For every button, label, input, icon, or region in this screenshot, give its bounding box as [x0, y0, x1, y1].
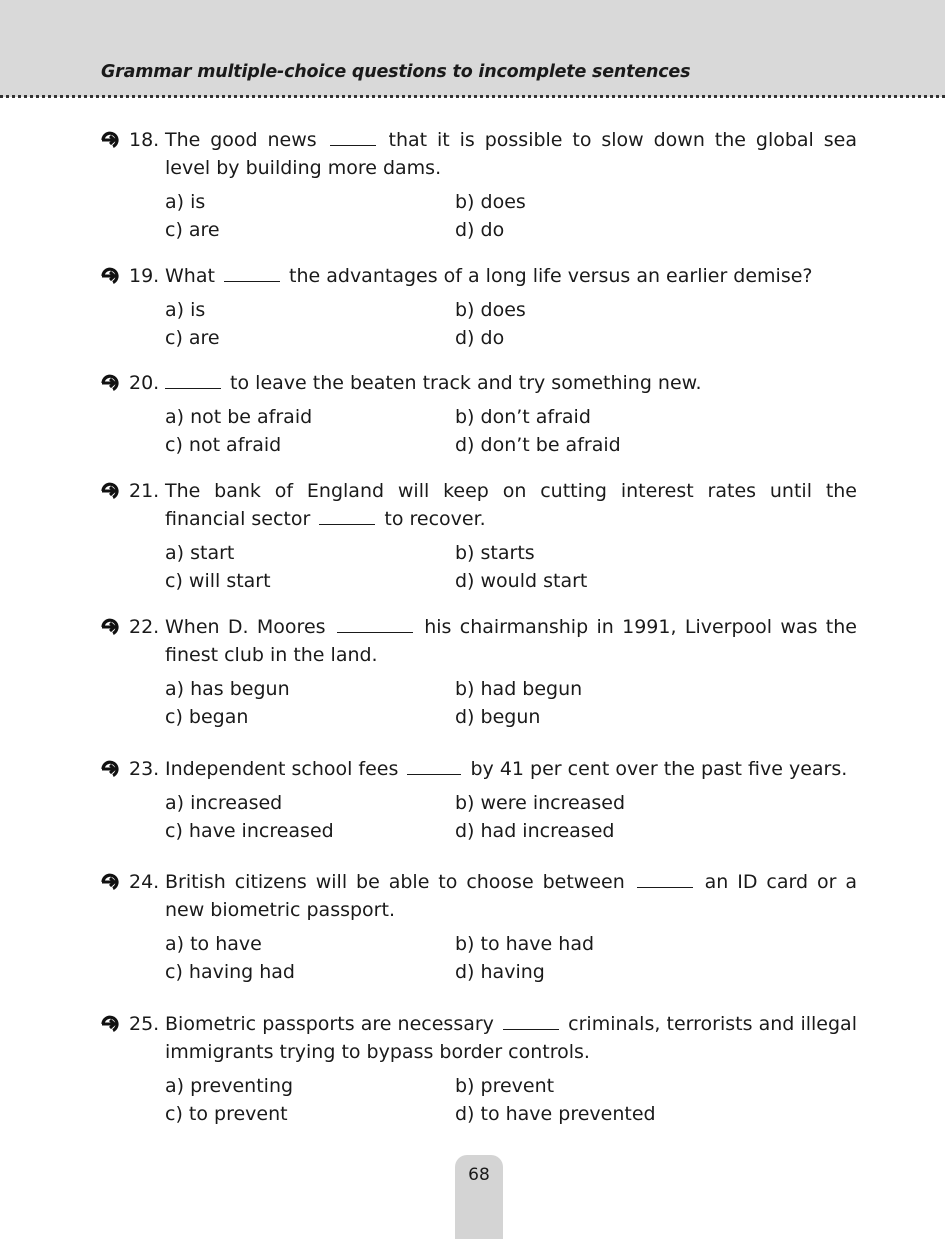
- arrow-bullet-icon: [100, 1014, 122, 1034]
- page-title: Grammar multiple-choice questions to incomplete sentences: [101, 62, 691, 82]
- answer-options: [165, 1072, 857, 1128]
- answer-blank: [637, 869, 693, 888]
- arrow-bullet-icon: [100, 617, 122, 637]
- question-18: [100, 126, 857, 244]
- answer-blank: [503, 1011, 559, 1030]
- question-19: [100, 262, 857, 352]
- question-number: 20.: [129, 372, 160, 394]
- answer-blank: [224, 263, 280, 282]
- question-24: [100, 868, 857, 986]
- option-d[interactable]: d) begun: [455, 706, 541, 728]
- answer-options: [165, 930, 857, 986]
- option-b[interactable]: b) does: [455, 299, 526, 321]
- option-b[interactable]: b) starts: [455, 542, 535, 564]
- page-number-tab: [455, 1155, 503, 1239]
- question-text: What the advantages of a long life versus an earlier demise?: [165, 265, 813, 287]
- arrow-bullet-icon: [100, 481, 122, 501]
- answer-blank: [330, 127, 376, 146]
- option-d[interactable]: d) don’t be afraid: [455, 434, 621, 456]
- option-c[interactable]: c) will start: [165, 570, 271, 592]
- option-c[interactable]: c) have increased: [165, 820, 334, 842]
- question-text: Biometric passports are necessary criminals, terrorists and illegal immigrants trying to bypass border controls.: [165, 1013, 857, 1063]
- question-text: to leave the beaten track and try something new.: [165, 369, 857, 397]
- answer-options: [165, 539, 857, 595]
- option-c[interactable]: c) began: [165, 706, 249, 728]
- question-23: [100, 755, 857, 845]
- answer-options: [165, 188, 857, 244]
- question-text: Independent school fees by 41 per cent over the past five years.: [165, 758, 848, 780]
- question-21: [100, 477, 857, 595]
- option-b[interactable]: b) does: [455, 191, 526, 213]
- header-band: [0, 0, 945, 97]
- question-text: The bank of England will keep on cutting interest rates until the financial sector to recover.: [165, 480, 857, 530]
- option-a[interactable]: a) is: [165, 299, 206, 321]
- option-b[interactable]: b) don’t afraid: [455, 406, 591, 428]
- option-b[interactable]: b) were increased: [455, 792, 626, 814]
- question-number: 22.: [129, 616, 160, 638]
- answer-options: [165, 789, 857, 845]
- question-number: 23.: [129, 758, 160, 780]
- option-b[interactable]: b) to have had: [455, 933, 595, 955]
- answer-blank: [319, 506, 375, 525]
- option-a[interactable]: a) increased: [165, 792, 283, 814]
- option-d[interactable]: d) having: [455, 961, 545, 983]
- arrow-bullet-icon: [100, 266, 122, 286]
- answer-blank: [337, 614, 413, 633]
- question-text: British citizens will be able to choose between an ID card or a new biometric passport.: [165, 871, 857, 921]
- answer-blank: [165, 370, 221, 389]
- option-a[interactable]: a) start: [165, 542, 235, 564]
- option-b[interactable]: b) had begun: [455, 678, 583, 700]
- answer-options: [165, 296, 857, 352]
- option-d[interactable]: d) would start: [455, 570, 588, 592]
- option-a[interactable]: a) to have: [165, 933, 262, 955]
- arrow-bullet-icon: [100, 872, 122, 892]
- option-d[interactable]: d) do: [455, 327, 505, 349]
- question-22: [100, 613, 857, 731]
- option-b[interactable]: b) prevent: [455, 1075, 555, 1097]
- question-text: The good news that it is possible to slow down the global sea level by building more dams.: [165, 129, 857, 179]
- question-number: 18.: [129, 129, 160, 151]
- option-d[interactable]: d) to have prevented: [455, 1103, 656, 1125]
- option-c[interactable]: c) are: [165, 219, 220, 241]
- question-20: [100, 369, 857, 459]
- option-c[interactable]: c) to prevent: [165, 1103, 288, 1125]
- option-c[interactable]: c) having had: [165, 961, 295, 983]
- question-number: 19.: [129, 265, 160, 287]
- option-d[interactable]: d) had increased: [455, 820, 615, 842]
- option-a[interactable]: a) not be afraid: [165, 406, 313, 428]
- answer-options: [165, 675, 857, 731]
- arrow-bullet-icon: [100, 759, 122, 779]
- header-divider: [0, 95, 945, 98]
- question-number: 24.: [129, 871, 160, 893]
- question-text: When D. Moores his chairmanship in 1991, Liverpool was the finest club in the land.: [165, 616, 857, 666]
- question-number: 21.: [129, 480, 160, 502]
- option-c[interactable]: c) are: [165, 327, 220, 349]
- question-25: [100, 1010, 857, 1128]
- arrow-bullet-icon: [100, 130, 122, 150]
- answer-options: [165, 403, 857, 459]
- answer-blank: [407, 756, 461, 775]
- arrow-bullet-icon: [100, 373, 122, 393]
- page-number: 68: [468, 1165, 490, 1185]
- option-a[interactable]: a) has begun: [165, 678, 290, 700]
- option-a[interactable]: a) preventing: [165, 1075, 294, 1097]
- option-d[interactable]: d) do: [455, 219, 505, 241]
- option-a[interactable]: a) is: [165, 191, 206, 213]
- option-c[interactable]: c) not afraid: [165, 434, 282, 456]
- question-number: 25.: [129, 1013, 160, 1035]
